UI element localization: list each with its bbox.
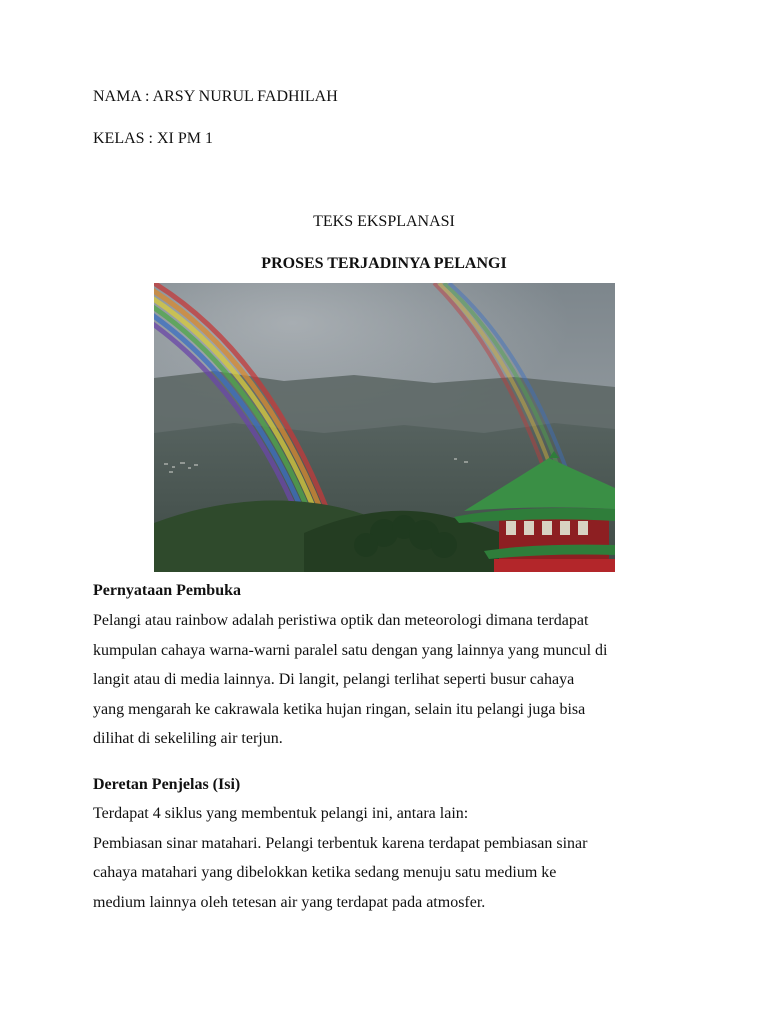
paragraph-line: yang mengarah ke cakrawala ketika hujan ringan, selain itu pelangi juga bisa — [93, 700, 586, 718]
paragraph-line: medium lainnya oleh tetesan air yang terdapat pada atmosfer. — [93, 893, 486, 911]
paragraph-line: Terdapat 4 siklus yang membentuk pelangi ini, antara lain: — [93, 805, 469, 822]
student-class: KELAS : XI PM 1 — [93, 130, 214, 147]
section-opening-heading: Pernyataan Pembuka — [93, 582, 241, 599]
paragraph-line: langit atau di media lainnya. Di langit, pelangi terlihat seperti busur cahaya — [93, 671, 575, 688]
paragraph-line: cahaya matahari yang dibelokkan ketika sedang menuju satu medium ke — [93, 864, 557, 881]
student-name: NAMA : ARSY NURUL FADHILAH — [93, 88, 338, 105]
document-type-title: TEKS EKSPLANASI — [313, 213, 455, 230]
paragraph-line: kumpulan cahaya warna-warni paralel satu dengan yang lainnya yang muncul di — [93, 641, 608, 659]
paragraph-line: Pembiasan sinar matahari. Pelangi terbentuk karena terdapat pembiasan sinar — [93, 834, 588, 852]
document-main-title: PROSES TERJADINYA PELANGI — [261, 255, 507, 272]
section-body-heading: Deretan Penjelas (Isi) — [93, 776, 241, 793]
section-opening-paragraph — [93, 606, 693, 754]
rainbow-photo — [154, 283, 615, 572]
paragraph-line: Pelangi atau rainbow adalah peristiwa optik dan meteorologi dimana terdapat — [93, 612, 589, 629]
section-body-paragraph — [93, 799, 693, 917]
paragraph-line: dilihat di sekeliling air terjun. — [93, 730, 283, 747]
